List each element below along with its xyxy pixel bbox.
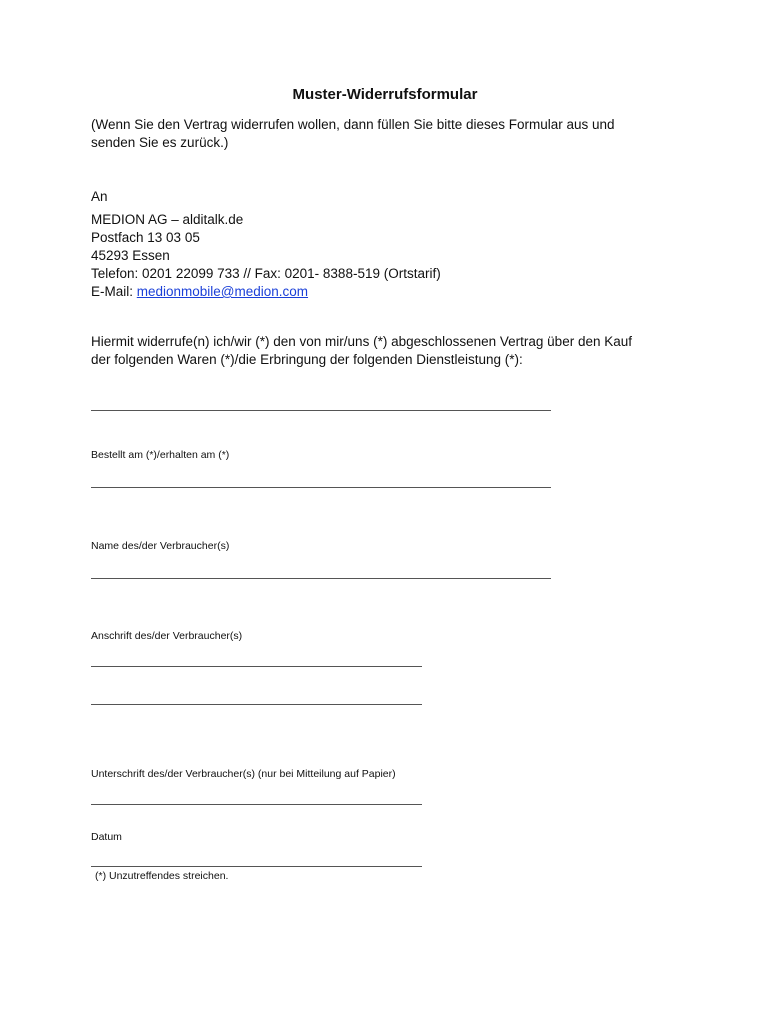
declaration-line-2: der folgenden Waren (*)/die Erbringung der folgenden Dienstleistung (*): bbox=[91, 352, 523, 367]
ordered-label: Bestellt am (*)/erhalten am (*) bbox=[91, 449, 230, 461]
address-fill-line-2[interactable] bbox=[91, 704, 422, 705]
date-fill-line[interactable] bbox=[91, 866, 422, 867]
signature-fill-line[interactable] bbox=[91, 804, 422, 805]
recipient-company: MEDION AG – alditalk.de bbox=[91, 212, 244, 227]
recipient-city: 45293 Essen bbox=[91, 248, 170, 263]
recipient-email-link[interactable]: medionmobile@medion.com bbox=[136, 284, 309, 299]
recipient-email-label: E-Mail: bbox=[91, 284, 137, 299]
signature-label: Unterschrift des/der Verbraucher(s) (nur bei Mitteilung auf Papier) bbox=[91, 768, 396, 780]
recipient-label: An bbox=[91, 189, 108, 204]
name-label: Name des/der Verbraucher(s) bbox=[91, 540, 230, 552]
footnote: (*) Unzutreffendes streichen. bbox=[95, 870, 229, 882]
intro-line-2: senden Sie es zurück.) bbox=[91, 135, 229, 150]
name-fill-line[interactable] bbox=[91, 578, 551, 579]
recipient-email-row bbox=[91, 283, 308, 301]
intro-line-1: (Wenn Sie den Vertrag widerrufen wollen, dann füllen Sie bitte dieses Formular aus und bbox=[91, 117, 615, 132]
address-fill-line-1[interactable] bbox=[91, 666, 422, 667]
recipient-postbox: Postfach 13 03 05 bbox=[91, 230, 200, 245]
date-label: Datum bbox=[91, 831, 122, 843]
page-title: Muster-Widerrufsformular bbox=[292, 86, 478, 103]
ordered-fill-line[interactable] bbox=[91, 487, 551, 488]
recipient-phone: Telefon: 0201 22099 733 // Fax: 0201- 8388-519 (Ortstarif) bbox=[91, 266, 441, 281]
address-label: Anschrift des/der Verbraucher(s) bbox=[91, 630, 243, 642]
declaration-line-1: Hiermit widerrufe(n) ich/wir (*) den von mir/uns (*) abgeschlossenen Vertrag über den Kauf bbox=[91, 334, 632, 349]
goods-fill-line[interactable] bbox=[91, 410, 551, 411]
